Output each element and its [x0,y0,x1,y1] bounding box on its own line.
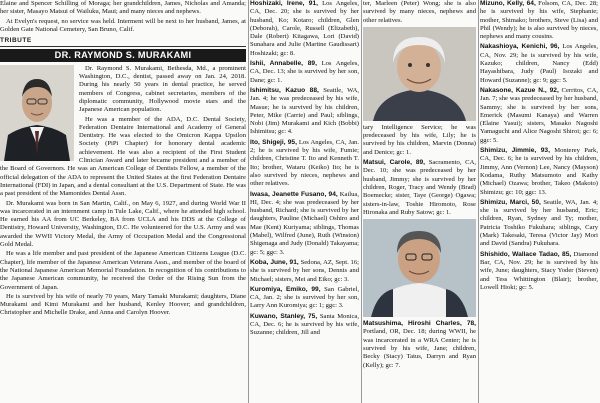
portrait-photo [0,65,74,161]
column-divider [478,0,479,403]
column-divider [361,0,362,403]
obituary-text: Seattle, WA, Jan. 4; she is survived by her husband, Eric; children, Ryan, Sydney and Ty; mother, Patricia Toshiko Fukuhara; siblings, Cary (Mark) Takesaki, Teresa (Victor Jay) Mori and David (Sandra) Fukuhara. [480,198,598,248]
obituary-entry [480,87,598,145]
portrait-illustration [363,219,476,317]
obituary-text: Los Angeles, CA, Jan. 2; he is survived by his wife, Fumie; children, Christine T. Ito and Kenneth T. Ito; brother, Wataru (Keiko) Ito; he is also survived by nieces, nephews and other relatives. [250,138,359,188]
obituary-text: tary Intelligence Service; he was predeceased by his wife, Lily; he is survived by his children, Marvin (Donna) and Denice; gc: 1. [363,123,476,156]
obituary-entry [363,320,476,370]
obituary-continuation-2: At Evelyn's request, no service was held. Interment will be next to her husband, James, at Golden Gate National Cemetery, San Bruno, Calif. [0,17,246,33]
obituary-name: Shishido, Wallace Tadao, 85, [480,250,572,258]
tribute-title: DR. RAYMOND S. MURAKAMI [0,49,246,61]
obituary-text: Los Angeles, CA, Dec. 13; she is survived by her son, Dane; gc: 1. [250,60,359,84]
column-obituaries-2 [250,0,359,403]
obituary-name: Kuromiya, Emiko, 99, [250,285,321,293]
obituary-text: Portland, OR, Dec. 18; during WWII, he was incarcerated in a WRA Center; he is survived by his wife, Jane; children, Becky (Stacy) Tatus, Darryn and Ryan (Kelly); gc: 7. [363,328,476,369]
tribute-paragraph-3: Dr. Murakami was born in San Martin, Calif., on May 6, 1927, and during World War II was incarcerated in an internment camp in Tule Lake, Calif., where he attended high school. He earned his AA from UC Berkeley, BA from UCLA and his DDS at the College of Dentistry, Howard University, Washington, D.C. He volunteered for the U.S. Army and was awarded the WWII Victory Medal, the Army of Occupation Medal and the Congressional Gold Medal. [0,199,246,249]
obituary-entry [480,199,598,249]
obituary-name: Mizuno, Kelly, 64, [480,0,536,7]
obituary-text: Los Angeles, CA, Nov. 29; he is survived by his wife, Kazuko; children, Nancy (Edd) Hayashibara, Judy (Paul) Isozaki and Howard (Suzanne); gc: 9; ggc: 5. [480,43,598,84]
obituary-text: Santa Monica, CA, Dec. 6; he is survived by his wife, Suzanne; children, Jill and [250,312,359,337]
obituary-text: Seattle, WA, Jan. 4; he was predeceased by his wife, Masue; he is survived by his children, Peter, Mike (Carrie) and Paul; siblings, Nobi (Jim) Murakami and Kich (Bobbi) Ishimitsu; gc: 4. [250,86,359,136]
obituary-continuation: Elaine and Spencer Schilling of Moraga; her grandchildren, James, Nicholas and Amanda; her sister, Masayo Matsui of Wailuku, Maui; and many nieces and nephews. [0,0,246,16]
obituary-photo-matsushima [363,219,476,317]
tribute-paragraph-4: He was a life member and past president of the Japanese American Citizens League (D.C. Chapter), life member of the Japanese American Veterans Assn., and member of the board of the National Japanese American Memorial Foundation. In recognition of his contributions to the Japanese American community, he received the Order of the Rising Sun from the Government of Japan. [0,250,246,291]
portrait-illustration [363,27,476,121]
obituary-entry [250,286,359,311]
obituary-entry [250,139,359,189]
obituary-name: Kuwano, Stanley, 75, [250,312,318,320]
section-label: TRIBUTE [0,37,246,47]
obituary-text: Los Angeles, CA, Dec. 20; she is survived by her husband, Ko; Kotaro; children, Glen (Deborah), Carole, Russell (Elizabeth), Dale (Robert) Kitagawa, Lori (David) Sunahara and Julie (Martine Gaudissart) Hoshizaki; gc: 8. [250,0,359,57]
obituary-text: Sacramento, CA, Dec. 10; she was predeceased by her husband, Jimmy; she is survived by her children, Roger, Tracy and Wendy (Brad) Boemecke; sister, Taye (George) Ogawa; sisters-in-law, Toshie Hiromoto, Rose Hironaka and Ruby Satow; gc: 1. [363,159,476,216]
obituary-entry [480,147,598,197]
column-obituaries-3 [363,0,476,403]
obituary-text: Kailua, HI, Dec. 4; she was predeceased by her husband, Richard; she is survived by her daughters, Pauline (Michael) Oshiro and Mae (Kent) Kuriyama; siblings, Thomas (Mabel), Wilfred (June), Ruth (Winston) Shigenaga and Judy (Donald) Takayama; gc: 5; ggc: 3. [250,190,359,256]
obituary-name: Ishii, Annabelle, 89, [250,60,317,68]
tribute-paragraph-2: He was a member of the ADA, D.C. Dental Society, Federation Dentaire International and Academy of General Dentistry. He was elected to the Omicron Kappa Upsilon Society (PiPi Chapter) for honorary dental academic achievement. He was also a recipient of the First Student Clinician Award and later became president and a member of the Board of Governors. He was an American College of Dentists Fellow, a member of the official delegation of the ADA to represent the United States at the first Federation Dentaire International (FDI) in Japan, and a dental consultant at the U.S. Department of State. He was a past president of the Mamonides Dental Assn. [0,115,246,198]
obituary-name: Nakasone, Kazue N., 92, [480,86,559,94]
obituary-entry [363,159,476,217]
obituary-continuation: ter, Marleen (Peter) Wong; she is also survived by many nieces, nephews and other relatives. [363,0,476,24]
obituary-name: Koba, June, 91, [250,258,299,266]
obituary-name: Nakashioya, Kenichi, 96, [480,43,560,51]
portrait-illustration [0,65,74,161]
obituary-name: Matsushima, Hiroshi Charles, 78, [363,320,476,328]
obituary-entry [250,191,359,257]
obituary-entry [480,43,598,84]
obituary-entry [363,124,476,157]
obituary-name: Shimizu, Marci, 50, [480,198,541,206]
obituary-entry [250,313,359,338]
obituary-text: Cerritos, CA, Jan. 7; she was predeceased by her husband, Sammy; she is survived by her sons, Emerick (Masumi Kanaya) and Warren (Elaine Yasui); sisters, Masako Nagoshi Yamaguchi and Alice Nagoshi Shiroi; gc: 6; ggc: 5. [480,86,598,144]
obituary-name: Ito, Shigeji, 95, [250,138,297,146]
obituary-name: Hoshizaki, Irene, 91, [250,0,318,7]
obituary-text: Diamond Bar, CA, Nov. 29; he is survived by his wife, June; daughters, Stacy Yoder (Steven) and Tess Whittington (Blair); brother, Lowell Hioki; gc: 5. [480,250,598,291]
column-divider [248,0,249,403]
obituary-entry [250,87,359,137]
obituary-name: Matsui, Carole, 89, [363,159,425,167]
obituary-entry [480,251,598,292]
obituary-name: Shimizu, Jimmie, 93, [480,147,550,155]
obituary-text: Folsom, CA, Dec. 28; he is survived by his wife, Stephanie; mother, Shimako; brothers, Steve (Lisa) and Phil (Wendy); he is also survived by nieces, nephews and many cousins. [480,0,598,41]
tribute-paragraph-1: Dr. Raymond S. Murakami, Bethesda, Md., a prominent Washington, D.C., dentist, passed away on Jan. 24, 2018. During his nearly 50 years in dental practice, he served members of Congress, cabinet secretaries, members of the diplomatic community, Hollywood movie stars and the Japanese American population. [79,64,246,114]
obituary-name: Iwasa, Jeanette Fusano, 94, [250,190,338,198]
obituary-text: Sedona, AZ, Sept. 16; she is survived by her sons, Dennis and Michael; sisters, Mei and Eiko; gc: 3. [250,258,359,283]
obituary-entry [250,259,359,284]
obituary-entry [250,60,359,85]
column-obituaries-4 [480,0,598,403]
column-left [0,0,246,403]
tribute-paragraph-5: He is survived by his wife of nearly 70 years, Mary Tamaki Murakami; daughters, Diane Murakami and Kimi Murakami and her husband, Kenley Hoover; and grandchildren, Christopher and Michelle Drake, and Anna and Carolyn Hoover. [0,292,246,317]
obituary-text: Monterey Park, CA, Dec. 6; he is survived by his children, Jimmy, Ann (Vernon) Lee, Nancy (Mayson) Kodama, Ruthy Matsumoto and Kathy (Michael) Ozawa; brother, Takeo (Makoto) Shimizu; gc: 10; ggc: 13. [480,147,598,196]
obituary-entry [250,0,359,58]
obituary-text: San Gabriel, CA, Jan. 2; she is survived by her son, Larry Ann Kuromiya; gc: 1; ggc: 3. [250,285,359,310]
obituary-name: Ishimitsu, Kazuo 88, [250,86,319,94]
obituary-entry [480,0,598,41]
obituary-photo-matsui [363,27,476,121]
